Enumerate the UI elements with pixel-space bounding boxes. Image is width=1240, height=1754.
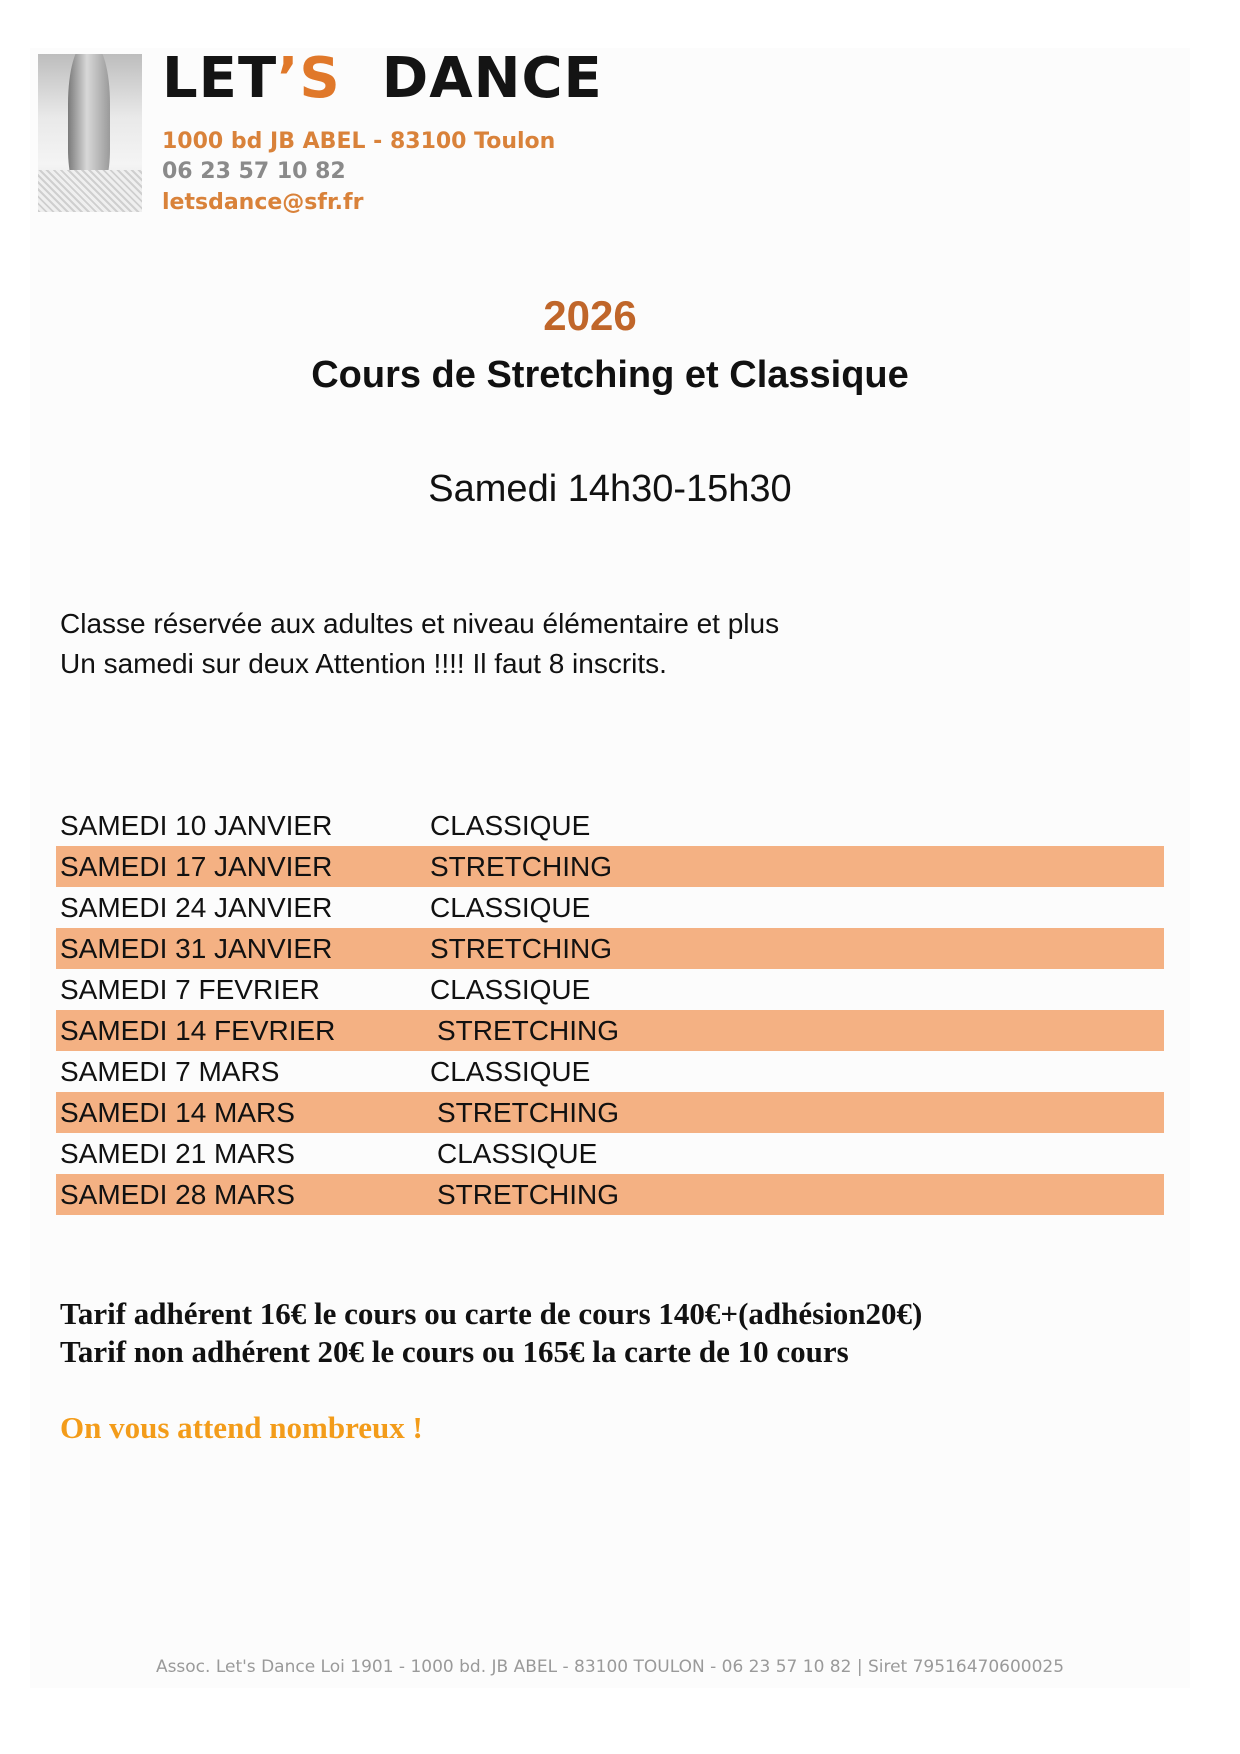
- schedule-type: STRETCHING: [437, 1015, 619, 1046]
- schedule-table: [56, 805, 1164, 1215]
- brand-dance: DANCE: [381, 46, 603, 111]
- year-heading: 2026: [543, 292, 637, 339]
- schedule-date: SAMEDI 31 JANVIER: [60, 933, 333, 964]
- brand-s: S: [299, 46, 341, 111]
- intro-text: [60, 604, 779, 684]
- pricing-block: [60, 1295, 922, 1371]
- contact-email: letsdance@sfr.fr: [162, 190, 364, 215]
- schedule-date: SAMEDI 17 JANVIER: [60, 851, 333, 882]
- schedule-date: SAMEDI 24 JANVIER: [60, 892, 333, 923]
- schedule-row: [56, 1092, 1164, 1133]
- schedule-row: [56, 846, 1164, 887]
- price-member: Tarif adhérent 16€ le cours ou carte de cours 140€+(adhésion20€): [60, 1296, 923, 1331]
- schedule-type: STRETCHING: [430, 933, 612, 964]
- contact-phone: 06 23 57 10 82: [162, 159, 346, 184]
- schedule-type: CLASSIQUE: [430, 974, 591, 1005]
- schedule-row: [56, 969, 1164, 1010]
- schedule-type: STRETCHING: [430, 851, 612, 882]
- schedule-row: [56, 928, 1164, 969]
- schedule-row: [56, 1010, 1164, 1051]
- brand-apostrophe: ’: [277, 46, 300, 111]
- schedule-type: STRETCHING: [437, 1179, 619, 1210]
- schedule-date: SAMEDI 7 FEVRIER: [60, 974, 320, 1005]
- schedule-date: SAMEDI 10 JANVIER: [60, 810, 333, 841]
- schedule-type: STRETCHING: [437, 1097, 619, 1128]
- schedule-row: [56, 805, 1164, 846]
- floor-image: [38, 170, 142, 212]
- schedule-type: CLASSIQUE: [430, 1056, 591, 1087]
- schedule-row: [56, 1174, 1164, 1215]
- schedule-type: CLASSIQUE: [437, 1138, 598, 1169]
- schedule-type: CLASSIQUE: [430, 892, 591, 923]
- course-time: Samedi 14h30-15h30: [428, 468, 792, 510]
- schedule-row: [56, 1133, 1164, 1174]
- schedule-date: SAMEDI 7 MARS: [60, 1056, 280, 1087]
- schedule-row: [56, 887, 1164, 928]
- intro-line: Classe réservée aux adultes et niveau élémentaire et plus: [60, 608, 780, 639]
- schedule-row: [56, 1051, 1164, 1092]
- schedule-type: CLASSIQUE: [430, 810, 591, 841]
- schedule-date: SAMEDI 28 MARS: [60, 1179, 295, 1210]
- closing-message: On vous attend nombreux !: [60, 1410, 423, 1445]
- course-title: Cours de Stretching et Classique: [311, 354, 909, 396]
- schedule-date: SAMEDI 21 MARS: [60, 1138, 295, 1169]
- footer-legal: Assoc. Let's Dance Loi 1901 - 1000 bd. JB ABEL - 83100 TOULON - 06 23 57 10 82 | Siret 79516470600025: [155, 1657, 1065, 1677]
- brand-name: [162, 46, 603, 111]
- price-non-member: Tarif non adhérent 20€ le cours ou 165€ la carte de 10 cours: [60, 1334, 849, 1369]
- brand-let: LET: [162, 46, 278, 111]
- intro-line: Un samedi sur deux Attention !!!! Il faut 8 inscrits.: [60, 648, 667, 679]
- contact-address: 1000 bd JB ABEL - 83100 Toulon: [162, 129, 556, 154]
- schedule-date: SAMEDI 14 FEVRIER: [60, 1015, 336, 1046]
- ballet-photo-logo: [38, 54, 142, 212]
- schedule-date: SAMEDI 14 MARS: [60, 1097, 295, 1128]
